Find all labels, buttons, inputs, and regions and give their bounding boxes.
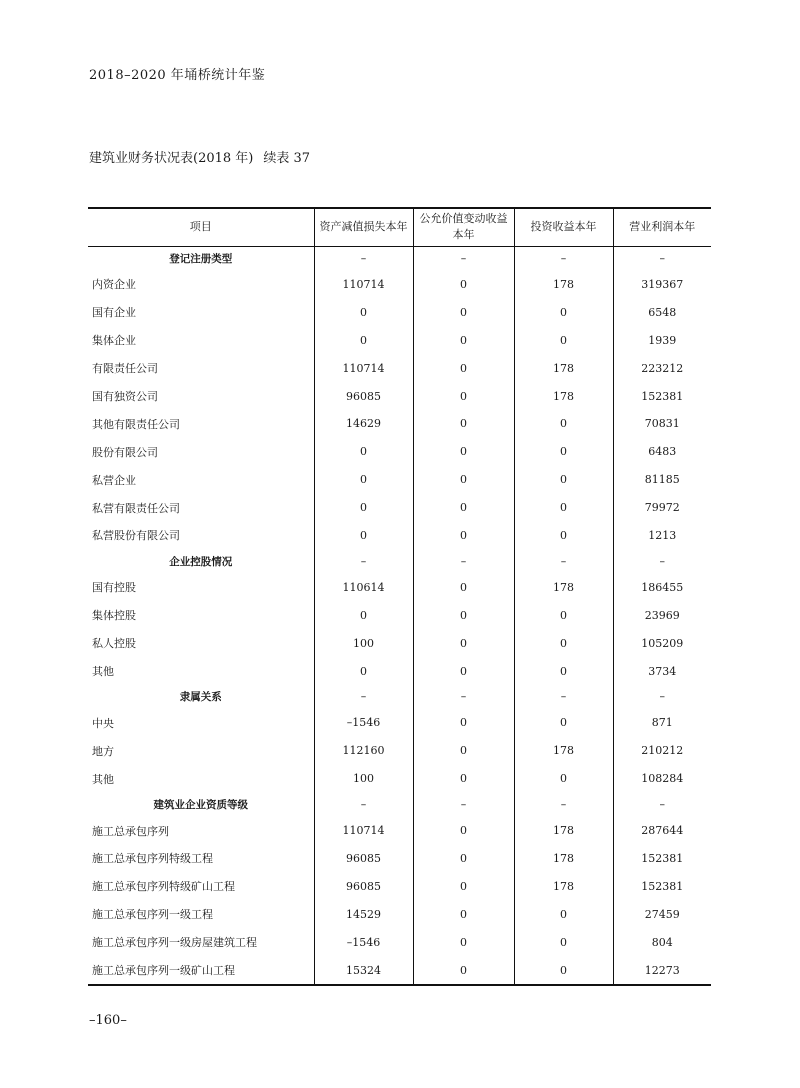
cell-value: 0 <box>413 298 514 326</box>
cell-value: 0 <box>413 601 514 629</box>
row-label: 内资企业 <box>88 271 314 299</box>
cell-value: 110714 <box>314 354 413 382</box>
table-row <box>88 845 711 873</box>
cell-value: 0 <box>413 657 514 685</box>
cell-value: – <box>413 549 514 573</box>
cell-value: 0 <box>413 271 514 299</box>
section-label: 建筑业企业资质等级 <box>88 793 314 817</box>
section-row <box>88 793 711 817</box>
cell-value: 0 <box>413 522 514 550</box>
row-label: 施工总承包序列一级房屋建筑工程 <box>88 928 314 956</box>
cell-value: – <box>514 549 613 573</box>
table-row <box>88 928 711 956</box>
cell-value: – <box>413 685 514 709</box>
table-row <box>88 629 711 657</box>
table-row <box>88 494 711 522</box>
table-title-text: 建筑业财务状况表(2018 年) <box>89 151 254 166</box>
table-row <box>88 298 711 326</box>
table-row <box>88 466 711 494</box>
cell-value: 0 <box>514 765 613 793</box>
column-header-fair-value-change: 公允价值变动收益本年 <box>413 208 514 246</box>
cell-value: 0 <box>413 872 514 900</box>
cell-value: 0 <box>413 737 514 765</box>
cell-value: 152381 <box>641 879 684 893</box>
cell-value: 23969 <box>644 608 680 622</box>
cell-value: 0 <box>413 382 514 410</box>
row-label: 地方 <box>88 737 314 765</box>
cell-value: 178 <box>514 817 613 845</box>
cell-value: 804 <box>651 935 673 949</box>
table-row <box>88 382 711 410</box>
cell-value: 0 <box>413 900 514 928</box>
cell-value: 0 <box>413 928 514 956</box>
cell-value: 0 <box>514 298 613 326</box>
cell-value: 0 <box>413 573 514 601</box>
row-label: 有限责任公司 <box>88 354 314 382</box>
row-label: 私营有限责任公司 <box>88 494 314 522</box>
column-header-operating-profit: 营业利润本年 <box>613 208 711 246</box>
table-row <box>88 601 711 629</box>
row-label: 国有独资公司 <box>88 382 314 410</box>
cell-value: – <box>413 246 514 271</box>
finance-table <box>88 207 711 986</box>
cell-value: 0 <box>413 466 514 494</box>
cell-value: 0 <box>514 956 613 985</box>
cell-value: 178 <box>514 573 613 601</box>
section-row <box>88 549 711 573</box>
row-label: 其他有限责任公司 <box>88 410 314 438</box>
cell-value: 0 <box>413 765 514 793</box>
row-label: 施工总承包序列一级工程 <box>88 900 314 928</box>
cell-value: 0 <box>514 438 613 466</box>
page-number: –160– <box>89 1013 127 1028</box>
cell-value: 0 <box>514 326 613 354</box>
table-header-row <box>88 208 711 246</box>
cell-value: 178 <box>514 271 613 299</box>
table-row <box>88 354 711 382</box>
cell-value: 1939 <box>648 333 677 347</box>
row-label: 私人控股 <box>88 629 314 657</box>
cell-value: 287644 <box>641 824 684 838</box>
cell-value: 0 <box>314 438 413 466</box>
section-label: 隶属关系 <box>88 685 314 709</box>
cell-value: 100 <box>314 629 413 657</box>
row-label: 其他 <box>88 765 314 793</box>
cell-value: 0 <box>413 629 514 657</box>
column-header-item: 项目 <box>88 208 314 246</box>
cell-value: – <box>659 798 665 812</box>
cell-value: 152381 <box>641 851 684 865</box>
row-label: 私营股份有限公司 <box>88 522 314 550</box>
cell-value: 14629 <box>314 410 413 438</box>
table-body <box>88 246 711 985</box>
table-row <box>88 817 711 845</box>
cell-value: 178 <box>514 382 613 410</box>
cell-value: 96085 <box>314 382 413 410</box>
section-row <box>88 685 711 709</box>
cell-value: 0 <box>314 601 413 629</box>
cell-value: 210212 <box>641 744 684 758</box>
cell-value: 0 <box>514 709 613 737</box>
cell-value: –1546 <box>314 928 413 956</box>
cell-value: 12273 <box>613 956 711 985</box>
cell-value: 0 <box>514 900 613 928</box>
row-label: 中央 <box>88 709 314 737</box>
running-header: 2018–2020 年埇桥统计年鉴 <box>89 68 266 83</box>
cell-value: 0 <box>314 522 413 550</box>
cell-value: 3734 <box>648 664 677 678</box>
cell-value: 0 <box>314 298 413 326</box>
table-row <box>88 326 711 354</box>
table-row <box>88 438 711 466</box>
row-label: 施工总承包序列一级矿山工程 <box>88 956 314 985</box>
table-row <box>88 410 711 438</box>
cell-value: 0 <box>314 494 413 522</box>
cell-value: 186455 <box>641 580 684 594</box>
cell-value: 0 <box>413 956 514 985</box>
cell-value: – <box>413 793 514 817</box>
cell-value: 178 <box>514 354 613 382</box>
cell-value: 6483 <box>648 445 677 459</box>
cell-value: – <box>659 554 665 568</box>
cell-value: 0 <box>514 629 613 657</box>
table-row <box>88 522 711 550</box>
cell-value: 110714 <box>314 817 413 845</box>
row-label: 施工总承包序列特级工程 <box>88 845 314 873</box>
table-row <box>88 956 711 985</box>
cell-value: 223212 <box>641 361 684 375</box>
cell-value: 110614 <box>314 573 413 601</box>
cell-value: 1213 <box>648 528 677 542</box>
cell-value: 0 <box>514 410 613 438</box>
cell-value: 871 <box>651 716 673 730</box>
cell-value: 178 <box>514 737 613 765</box>
cell-value: – <box>314 246 413 271</box>
cell-value: 108284 <box>641 772 684 786</box>
cell-value: 0 <box>413 845 514 873</box>
cell-value: 0 <box>413 494 514 522</box>
cell-value: 0 <box>514 657 613 685</box>
cell-value: 14529 <box>314 900 413 928</box>
row-label: 国有企业 <box>88 298 314 326</box>
cell-value: – <box>514 246 613 271</box>
table-title <box>89 147 310 166</box>
cell-value: –1546 <box>314 709 413 737</box>
table-row <box>88 573 711 601</box>
column-header-asset-impairment: 资产减值损失本年 <box>314 208 413 246</box>
table-row <box>88 657 711 685</box>
table-row <box>88 737 711 765</box>
cell-value: 0 <box>514 466 613 494</box>
column-header-investment-income: 投资收益本年 <box>514 208 613 246</box>
cell-value: 152381 <box>641 389 684 403</box>
cell-value: 100 <box>314 765 413 793</box>
row-label: 私营企业 <box>88 466 314 494</box>
cell-value: 178 <box>514 845 613 873</box>
cell-value: 27459 <box>644 907 680 921</box>
row-label: 国有控股 <box>88 573 314 601</box>
cell-value: 0 <box>514 522 613 550</box>
cell-value: 319367 <box>641 277 684 291</box>
cell-value: 70831 <box>644 417 680 431</box>
cell-value: 0 <box>314 326 413 354</box>
table-row <box>88 271 711 299</box>
cell-value: 105209 <box>641 636 684 650</box>
cell-value: 0 <box>413 326 514 354</box>
cell-value: 110714 <box>314 271 413 299</box>
cell-value: 96085 <box>314 872 413 900</box>
row-label: 其他 <box>88 657 314 685</box>
cell-value: – <box>514 793 613 817</box>
cell-value: – <box>314 793 413 817</box>
cell-value: 0 <box>413 817 514 845</box>
cell-value: – <box>514 685 613 709</box>
row-label: 集体控股 <box>88 601 314 629</box>
section-row <box>88 246 711 271</box>
cell-value: 178 <box>514 872 613 900</box>
cell-value: 6548 <box>648 305 677 319</box>
cell-value: 112160 <box>314 737 413 765</box>
section-label: 登记注册类型 <box>88 246 314 271</box>
cell-value: – <box>659 252 665 265</box>
cell-value: 79972 <box>644 501 680 515</box>
cell-value: 15324 <box>314 956 413 985</box>
cell-value: 0 <box>514 494 613 522</box>
cell-value: 0 <box>413 709 514 737</box>
cell-value: 0 <box>314 657 413 685</box>
cell-value: – <box>314 549 413 573</box>
cell-value: 0 <box>413 410 514 438</box>
cell-value: 0 <box>514 928 613 956</box>
row-label: 施工总承包序列 <box>88 817 314 845</box>
table-row <box>88 765 711 793</box>
continued-label: 续表 37 <box>263 151 311 166</box>
table-row <box>88 872 711 900</box>
row-label: 股份有限公司 <box>88 438 314 466</box>
cell-value: 81185 <box>644 473 680 487</box>
cell-value: 0 <box>413 354 514 382</box>
cell-value: 0 <box>314 466 413 494</box>
cell-value: 0 <box>413 438 514 466</box>
cell-value: – <box>314 685 413 709</box>
table-row <box>88 900 711 928</box>
row-label: 施工总承包序列特级矿山工程 <box>88 872 314 900</box>
section-label: 企业控股情况 <box>88 549 314 573</box>
cell-value: – <box>659 690 665 704</box>
row-label: 集体企业 <box>88 326 314 354</box>
table-row <box>88 709 711 737</box>
cell-value: 96085 <box>314 845 413 873</box>
cell-value: 0 <box>514 601 613 629</box>
